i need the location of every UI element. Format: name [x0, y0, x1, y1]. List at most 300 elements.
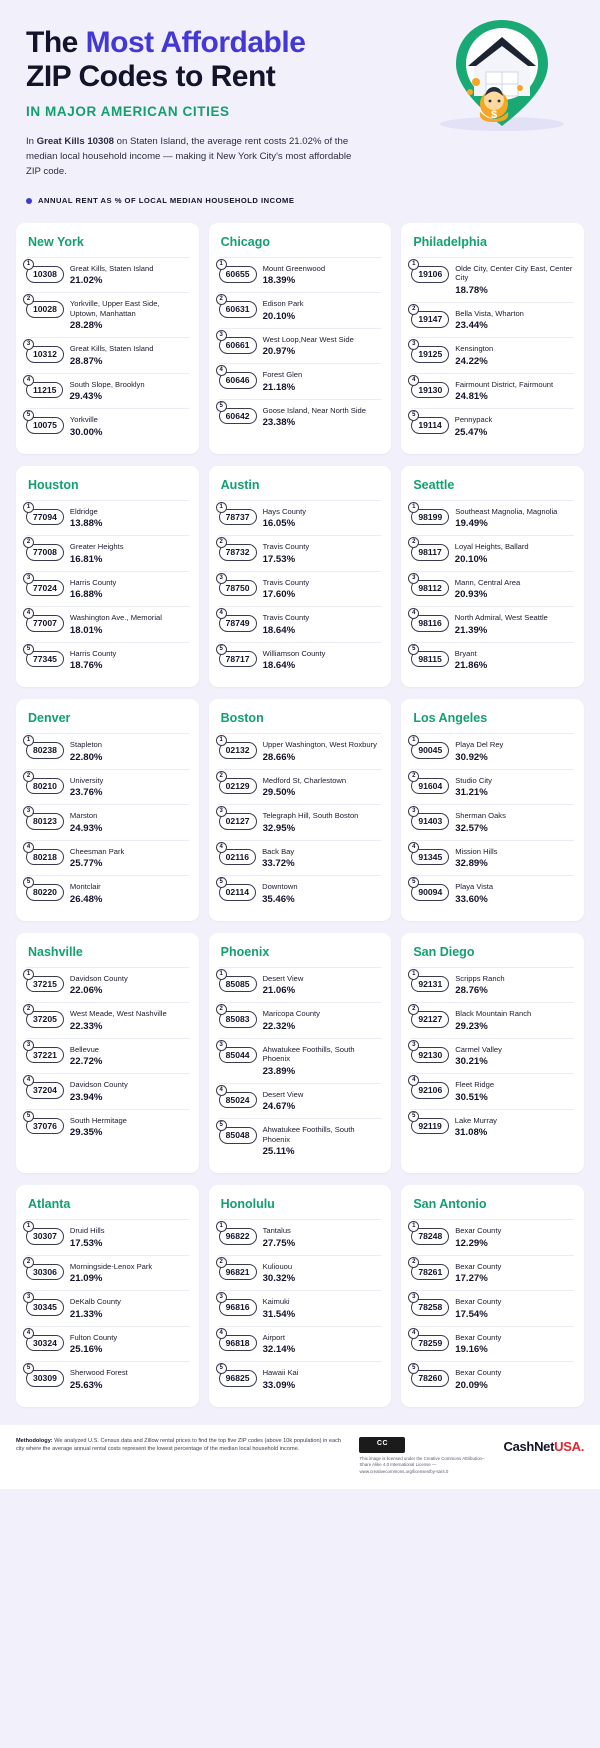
zip-info: [70, 578, 189, 600]
zip-code: 19147: [411, 311, 449, 328]
rank-badge: 3: [23, 1040, 34, 1051]
zip-row: [411, 733, 574, 768]
zip-row: [411, 1255, 574, 1290]
percent-value: 16.81%: [69, 553, 103, 565]
place-name: Mission Hills: [455, 846, 498, 856]
place-name: Sherwood Forest: [69, 1368, 128, 1378]
zip-badge-wrap: [219, 260, 257, 283]
rank-badge: 4: [23, 1328, 34, 1339]
zip-badge-wrap: [26, 341, 64, 363]
zip-badge-wrap: [411, 1006, 449, 1028]
percent-value: 22.06%: [69, 985, 103, 997]
percent-value: 30.92%: [455, 751, 488, 763]
place-name: West Meade, West Nashville: [69, 1009, 167, 1019]
rank-badge: 5: [216, 877, 227, 888]
rank-badge: 5: [23, 877, 34, 888]
zip-code: 85044: [219, 1047, 257, 1064]
zip-info: [263, 1045, 382, 1077]
zip-info: [263, 578, 382, 600]
zip-badge-wrap: [26, 843, 64, 866]
rank-badge: 3: [23, 1292, 34, 1303]
zip-code: 19106: [411, 266, 449, 283]
title-line1-plain: The: [26, 26, 86, 59]
percent-value: 33.09%: [262, 1379, 296, 1391]
place-name: Goose Island, Near North Side: [262, 405, 366, 415]
zip-row: [26, 1073, 189, 1108]
percent-value: 29.50%: [262, 787, 296, 799]
zip-badge-wrap: [411, 503, 449, 526]
zip-code: 96822: [219, 1228, 257, 1245]
zip-code: 37204: [26, 1082, 64, 1099]
zip-row: [411, 1361, 574, 1396]
place-name: Studio City: [455, 775, 492, 785]
zip-info: [263, 1297, 382, 1319]
zip-info: [263, 1125, 382, 1157]
percent-value: 17.54%: [455, 1308, 488, 1320]
zip-info: [263, 335, 382, 357]
zip-info: [263, 1009, 382, 1031]
zip-badge-wrap: [219, 539, 257, 561]
rank-badge: 2: [408, 1004, 419, 1015]
zip-info: [70, 1045, 189, 1067]
zip-code: 37076: [26, 1118, 64, 1135]
rank-badge: 2: [408, 1257, 419, 1268]
percent-value: 21.06%: [262, 985, 296, 997]
zip-badge-wrap: [26, 970, 64, 993]
zip-badge-wrap: [26, 645, 64, 668]
percent-value: 25.47%: [454, 426, 488, 438]
zip-row: [411, 1219, 574, 1254]
percent-value: 20.10%: [454, 553, 488, 565]
place-name: Kensington: [455, 344, 494, 354]
place-name: North Admiral, West Seattle: [454, 613, 548, 623]
zip-row: [26, 840, 189, 875]
city-card: [401, 466, 584, 687]
zip-info: [70, 1333, 189, 1355]
zip-info: [455, 1333, 574, 1355]
zip-code: 78261: [411, 1264, 449, 1281]
rank-badge: 4: [23, 1075, 34, 1086]
rank-badge: 2: [408, 771, 419, 782]
city-card: [16, 1185, 199, 1406]
place-name: Fulton County: [69, 1332, 118, 1342]
city-card: [209, 933, 392, 1173]
percent-value: 22.72%: [69, 1056, 103, 1068]
percent-value: 28.66%: [262, 751, 296, 763]
rank-badge: 2: [23, 537, 34, 548]
place-name: Scripps Ranch: [455, 973, 505, 983]
zip-code: 78260: [411, 1370, 449, 1387]
place-name: Fleet Ridge: [455, 1080, 495, 1090]
rank-badge: 1: [216, 735, 227, 746]
zip-code: 91345: [411, 849, 449, 866]
zip-code: 92127: [411, 1011, 449, 1028]
percent-value: 24.81%: [455, 391, 488, 403]
legend: [0, 196, 600, 205]
zip-badge-wrap: [26, 1294, 64, 1316]
zip-badge-wrap: [219, 808, 257, 830]
zip-badge-wrap: [411, 1112, 448, 1135]
zip-badge-wrap: [26, 260, 64, 283]
zip-row: [411, 257, 574, 302]
header: [0, 0, 600, 180]
place-name: Desert View: [262, 1089, 304, 1099]
percent-value: 31.21%: [455, 787, 488, 799]
rank-badge: 3: [408, 1292, 419, 1303]
percent-value: 28.87%: [69, 355, 103, 367]
intro-pre: In: [26, 136, 37, 148]
city-name: Seattle: [413, 477, 455, 492]
zip-row: [411, 408, 574, 443]
place-name: Bella Vista, Wharton: [455, 308, 524, 318]
zip-info: [455, 613, 574, 635]
svg-text:$: $: [490, 109, 498, 121]
zip-row: [411, 967, 574, 1002]
zip-code: 80220: [26, 884, 64, 901]
zip-info: [69, 380, 188, 402]
zip-code: 77007: [26, 615, 64, 632]
zip-badge-wrap: [26, 503, 64, 526]
brand-part-1: CashNet: [503, 1438, 555, 1454]
zip-badge-wrap: [411, 610, 448, 632]
percent-value: 21.33%: [69, 1308, 103, 1320]
zip-info: [455, 974, 574, 996]
place-name: Williamson County: [262, 648, 326, 658]
rank-badge: 4: [408, 1075, 419, 1086]
city-name: San Antonio: [413, 1197, 487, 1212]
zip-row: [219, 606, 382, 641]
rank-badge: 5: [408, 644, 419, 655]
zip-info: [263, 649, 382, 671]
zip-code: 92119: [411, 1118, 448, 1135]
zip-code: 02116: [219, 849, 256, 866]
rank-badge: 1: [216, 1221, 227, 1232]
zip-code: 78749: [219, 615, 257, 632]
zip-info: [262, 882, 381, 904]
place-name: University: [69, 775, 104, 785]
zip-row: [26, 1290, 189, 1325]
zip-row: [219, 1290, 382, 1325]
zip-row: [26, 500, 189, 535]
zip-code: 60646: [219, 372, 257, 389]
rank-badge: 4: [216, 365, 227, 376]
zip-badge-wrap: [219, 1122, 257, 1144]
city-name: Honolulu: [220, 1197, 275, 1212]
percent-value: 28.76%: [455, 985, 488, 997]
intro-post: on Staten Island, the average rent costs 21.02% of the median local household income — making it New York City's most affordable ZIP code.: [26, 136, 352, 178]
percent-value: 18.64%: [262, 624, 296, 636]
zip-code: 92130: [411, 1047, 449, 1064]
rank-badge: 1: [23, 259, 34, 270]
rank-badge: 2: [23, 294, 34, 305]
zip-row: [219, 769, 382, 804]
zip-code: 90045: [411, 742, 449, 759]
zip-code: 98117: [411, 544, 448, 561]
zip-badge-wrap: [219, 331, 257, 354]
rank-badge: 3: [216, 806, 227, 817]
zip-info: [455, 740, 574, 762]
zip-row: [411, 875, 574, 910]
zip-code: 78732: [219, 544, 257, 561]
rank-badge: 1: [23, 502, 34, 513]
rank-badge: 3: [408, 806, 419, 817]
zip-badge-wrap: [26, 610, 64, 632]
zip-info: [70, 1116, 189, 1138]
zip-badge-wrap: [26, 879, 64, 901]
zip-code: 02129: [219, 778, 257, 795]
zip-info: [70, 344, 189, 366]
percent-value: 30.21%: [455, 1056, 488, 1068]
rank-badge: 5: [23, 410, 34, 421]
place-name: Bryant: [454, 648, 477, 658]
license-block: [359, 1437, 491, 1476]
place-name: South Slope, Brooklyn: [69, 379, 145, 389]
zip-badge-wrap: [219, 1006, 257, 1028]
city-card: [209, 1185, 392, 1406]
city-card: [401, 699, 584, 920]
city-name: Los Angeles: [413, 711, 488, 726]
rank-badge: 4: [216, 1085, 227, 1096]
zip-code: 92131: [411, 976, 449, 993]
percent-value: 25.11%: [262, 1146, 295, 1158]
place-name: Southeast Magnolia, Magnolia: [455, 506, 558, 516]
zip-row: [219, 1326, 382, 1361]
percent-value: 20.97%: [262, 346, 296, 358]
rank-badge: 5: [408, 1363, 419, 1374]
city-card: [16, 699, 199, 920]
rank-badge: 1: [23, 1221, 34, 1232]
percent-value: 19.16%: [455, 1344, 488, 1356]
zip-info: [263, 1333, 382, 1355]
zip-info: [455, 1080, 574, 1102]
zip-row: [411, 1073, 574, 1108]
zip-badge-wrap: [411, 574, 448, 597]
zip-code: 10075: [26, 417, 64, 434]
place-name: Davidson County: [69, 973, 128, 983]
rank-badge: 3: [408, 573, 419, 584]
intro-bold: Great Kills 10308: [36, 136, 115, 148]
percent-value: 24.22%: [455, 355, 488, 367]
zip-row: [26, 571, 189, 606]
zip-code: 37205: [26, 1011, 64, 1028]
zip-info: [70, 847, 189, 869]
percent-value: 22.32%: [262, 1020, 296, 1032]
percent-value: 25.63%: [69, 1379, 103, 1391]
percent-value: 31.54%: [262, 1308, 296, 1320]
page-subtitle: IN MAJOR AMERICAN CITIES: [26, 104, 230, 120]
license-text: This image is licensed under the Creative Commons Attribution–Share Alike 4.0 International License — www.creativecommons.org/licenses/by-sa/4.0: [359, 1455, 485, 1474]
zip-row: [26, 1002, 189, 1037]
zip-info: [455, 811, 574, 833]
zip-info: [70, 811, 189, 833]
place-name: Fairmount District, Fairmount: [455, 379, 554, 389]
zip-badge-wrap: [411, 260, 449, 283]
rank-badge: 5: [216, 644, 227, 655]
city-name: Chicago: [220, 234, 270, 249]
zip-badge-wrap: [26, 1258, 64, 1281]
zip-badge-wrap: [26, 376, 63, 399]
place-name: Bellevue: [69, 1044, 100, 1054]
zip-row: [219, 1219, 382, 1254]
percent-value: 22.33%: [69, 1020, 103, 1032]
zip-row: [219, 363, 382, 398]
zip-code: 96821: [219, 1264, 257, 1281]
zip-row: [26, 1109, 189, 1144]
city-name: Boston: [220, 711, 264, 726]
zip-code: 85085: [219, 976, 257, 993]
zip-row: [411, 302, 574, 337]
zip-badge-wrap: [26, 808, 64, 830]
rank-badge: 2: [23, 1004, 34, 1015]
zip-row: [219, 292, 382, 327]
zip-code: 37215: [26, 976, 64, 993]
percent-value: 23.89%: [262, 1065, 296, 1077]
place-name: Airport: [262, 1332, 285, 1342]
zip-code: 98112: [411, 580, 448, 597]
place-name: Eldridge: [69, 506, 98, 516]
zip-badge-wrap: [219, 367, 257, 389]
zip-badge-wrap: [411, 772, 449, 795]
city-name: Phoenix: [220, 944, 270, 959]
rank-badge: 4: [408, 842, 419, 853]
zip-row: [411, 373, 574, 408]
zip-row: [219, 328, 382, 363]
zip-code: 37221: [26, 1047, 64, 1064]
city-card: [401, 1185, 584, 1406]
zip-info: [263, 613, 382, 635]
place-name: Yorkville, Upper East Side, Uptown, Manhattan: [69, 299, 160, 318]
rank-badge: 5: [408, 1111, 419, 1122]
zip-info: [455, 649, 574, 671]
zip-code: 77345: [26, 651, 64, 668]
rank-badge: 1: [408, 969, 419, 980]
zip-code: 30307: [26, 1228, 64, 1245]
zip-row: [219, 804, 382, 839]
percent-value: 33.72%: [262, 858, 295, 870]
zip-code: 02127: [219, 813, 257, 830]
intro-paragraph: [26, 135, 366, 180]
place-name: Great Kills, Staten Island: [69, 263, 154, 273]
rank-badge: 5: [23, 644, 34, 655]
zip-code: 60631: [219, 301, 257, 318]
zip-info: [263, 299, 382, 321]
place-name: Forest Glen: [262, 370, 303, 380]
zip-info: [70, 1080, 189, 1102]
percent-value: 23.94%: [69, 1091, 103, 1103]
zip-row: [219, 535, 382, 570]
zip-badge-wrap: [219, 1365, 257, 1387]
percent-value: 29.35%: [69, 1127, 103, 1139]
zip-badge-wrap: [219, 772, 257, 795]
zip-badge-wrap: [411, 1223, 449, 1245]
zip-code: 77008: [26, 544, 64, 561]
zip-info: [455, 507, 574, 529]
percent-value: 32.57%: [455, 822, 488, 834]
zip-code: 91403: [411, 813, 449, 830]
zip-info: [70, 264, 189, 286]
rank-badge: 3: [23, 573, 34, 584]
place-name: Ahwatukee Foothills, South Phoenix: [262, 1044, 355, 1064]
zip-badge-wrap: [219, 503, 257, 526]
zip-code: 80123: [26, 813, 64, 830]
percent-value: 17.60%: [262, 589, 296, 601]
zip-badge-wrap: [219, 1086, 257, 1109]
zip-code: 92106: [411, 1082, 449, 1099]
zip-badge-wrap: [411, 1294, 449, 1316]
zip-row: [26, 1361, 189, 1396]
zip-row: [411, 500, 574, 535]
zip-info: [263, 811, 382, 833]
zip-badge-wrap: [26, 539, 64, 561]
zip-badge-wrap: [219, 296, 257, 318]
zip-code: 78750: [219, 580, 257, 597]
zip-info: [455, 1116, 574, 1138]
place-name: Playa Vista: [455, 882, 494, 892]
percent-value: 20.09%: [455, 1379, 488, 1391]
percent-value: 26.48%: [69, 893, 103, 905]
place-name: Carmel Valley: [455, 1044, 502, 1054]
zip-row: [26, 804, 189, 839]
zip-badge-wrap: [219, 1258, 257, 1281]
brand-logo[interactable]: [503, 1437, 584, 1454]
rank-badge: 2: [216, 294, 227, 305]
rank-badge: 5: [23, 1363, 34, 1374]
zip-info: [455, 415, 574, 437]
zip-info: [455, 847, 574, 869]
zip-row: [26, 1219, 189, 1254]
zip-info: [455, 1045, 574, 1067]
zip-badge-wrap: [411, 1258, 449, 1281]
zip-info: [455, 264, 574, 296]
zip-badge-wrap: [411, 1077, 449, 1099]
zip-row: [219, 1083, 382, 1118]
place-name: Montclair: [69, 882, 101, 892]
zip-badge-wrap: [26, 412, 64, 434]
rank-badge: 1: [216, 502, 227, 513]
percent-value: 21.09%: [69, 1273, 103, 1285]
zip-badge-wrap: [411, 843, 449, 866]
place-name: Back Bay: [262, 846, 295, 856]
percent-value: 18.64%: [262, 660, 296, 672]
place-name: Playa Del Rey: [455, 740, 504, 750]
percent-value: 29.23%: [455, 1020, 488, 1032]
zip-info: [455, 1009, 574, 1031]
city-card: [401, 933, 584, 1173]
zip-badge-wrap: [26, 296, 64, 318]
zip-code: 78258: [411, 1299, 449, 1316]
zip-info: [455, 380, 574, 402]
zip-info: [70, 1368, 189, 1390]
zip-code: 78248: [411, 1228, 449, 1245]
place-name: Great Kills, Staten Island: [69, 344, 154, 354]
percent-value: 21.39%: [454, 624, 488, 636]
city-name: Atlanta: [28, 1197, 71, 1212]
zip-badge-wrap: [219, 970, 257, 993]
rank-badge: 3: [408, 339, 419, 350]
zip-row: [26, 373, 189, 408]
place-name: Bexar County: [455, 1261, 502, 1271]
zip-info: [70, 1262, 189, 1284]
rank-badge: 2: [23, 771, 34, 782]
zip-info: [455, 1368, 574, 1390]
percent-value: 23.38%: [262, 417, 296, 429]
zip-row: [26, 769, 189, 804]
place-name: Davidson County: [69, 1080, 128, 1090]
percent-value: 23.44%: [455, 320, 488, 332]
zip-row: [411, 769, 574, 804]
zip-row: [411, 535, 574, 570]
zip-row: [219, 571, 382, 606]
